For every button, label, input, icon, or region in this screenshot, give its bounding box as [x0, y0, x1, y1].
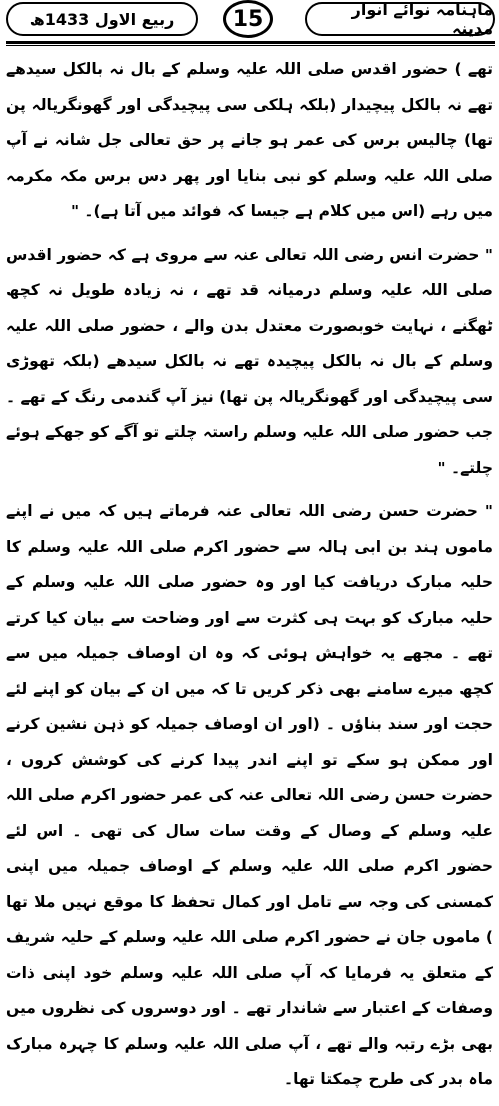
- page-number: 15: [223, 0, 273, 38]
- paragraph-3: " حضرت حسن رضی اللہ تعالی عنہ فرماتے ہیں کہ میں نے اپنے ماموں ہند بن ابی ہالہ سے حضور اکرم صلی اللہ علیہ وسلم کا حلیہ مبارک دریافت کیا اور وہ حضور صلی اللہ علیہ وسلم کے حلیہ مبارک کو بہت ہی کثرت سے اور وضاحت سے بیان کیا کرتے تھے ۔ مجھے یہ خواہش ہوئی کہ وہ ان اوصاف جمیلہ میں سے کچھ میرے سامنے بھی ذکر کریں تا کہ میں ان کے بیان کو اپنے لئے حجت اور سند بناؤں ۔ (اور ان اوصاف جمیلہ کو ذہن نشین کرنے اور ممکن ہو سکے تو اپنے اندر پیدا کرنے کی کوشش کروں ، حضرت حسن رضی اللہ تعالی عنہ کی عمر حضور اکرم صلی اللہ علیہ وسلم کے وصال کے وقت سات سال کی تھی ۔ اس لئے حضور اکرم صلی اللہ علیہ وسلم کے اوصاف جمیلہ میں اپنی کمسنی کی وجہ سے تامل اور کمال تحفظ کا موقع نہیں ملا تھا ) ماموں جان نے حضور اکرم صلی اللہ علیہ وسلم کے حلیہ شریف کے متعلق یہ فرمایا کہ آپ صلی اللہ علیہ وسلم خود اپنی ذات وصفات کے اعتبار سے شاندار تھے ۔ اور دوسروں کی نظروں میں بھی بڑے رتبہ والے تھے ، آپ صلی اللہ علیہ وسلم کا چہرہ مبارک ماہ بدر کی طرح چمکتا تھا۔: [6, 502, 493, 1088]
- header-rule: [6, 41, 495, 44]
- article-body: [6, 52, 493, 1106]
- issue-date-label: ربیع الاول 1433ھ: [6, 2, 198, 36]
- paragraph-2: " حضرت انس رضی اللہ تعالی عنہ سے مروی ہے کہ حضور اقدس صلی اللہ علیہ وسلم درمیانہ قد تھے ، نہ زیادہ طویل نہ کچھ ٹھگنے ، نہایت خوبصورت معتدل بدن والے ، حضور صلی اللہ علیہ وسلم کے بال نہ بالکل پیچیدہ تھے نہ بالکل سیدھے (بلکہ تھوڑی سی پیچیدگی اور گھونگریالہ پن تھا) نیز آپ گندمی رنگ کے تھے ۔ جب حضور صلی اللہ علیہ وسلم راستہ چلتے تو آگے کو جھکے ہوئے چلتے۔ ": [6, 245, 493, 477]
- magazine-title: ماہنامہ نوائے انوار مدینہ: [305, 2, 495, 36]
- page-header: [0, 0, 499, 44]
- header-rule-thin: [6, 45, 495, 46]
- paragraph-1: تھے ) حضور اقدس صلی اللہ علیہ وسلم کے بال نہ بالکل سیدھے تھے نہ بالکل پیچیدار (بلکہ ہلکی سی پیچیدگی اور گھونگریالہ پن تھا) چالیس برس کی عمر ہو جانے پر حق تعالی جل شانہ نے آپ صلی اللہ علیہ وسلم کو نبی بنایا اور پھر دس برس مکہ مکرمہ میں رہے (اس میں کلام ہے جیسا کہ فوائد میں آتا ہے)۔ ": [6, 60, 493, 220]
